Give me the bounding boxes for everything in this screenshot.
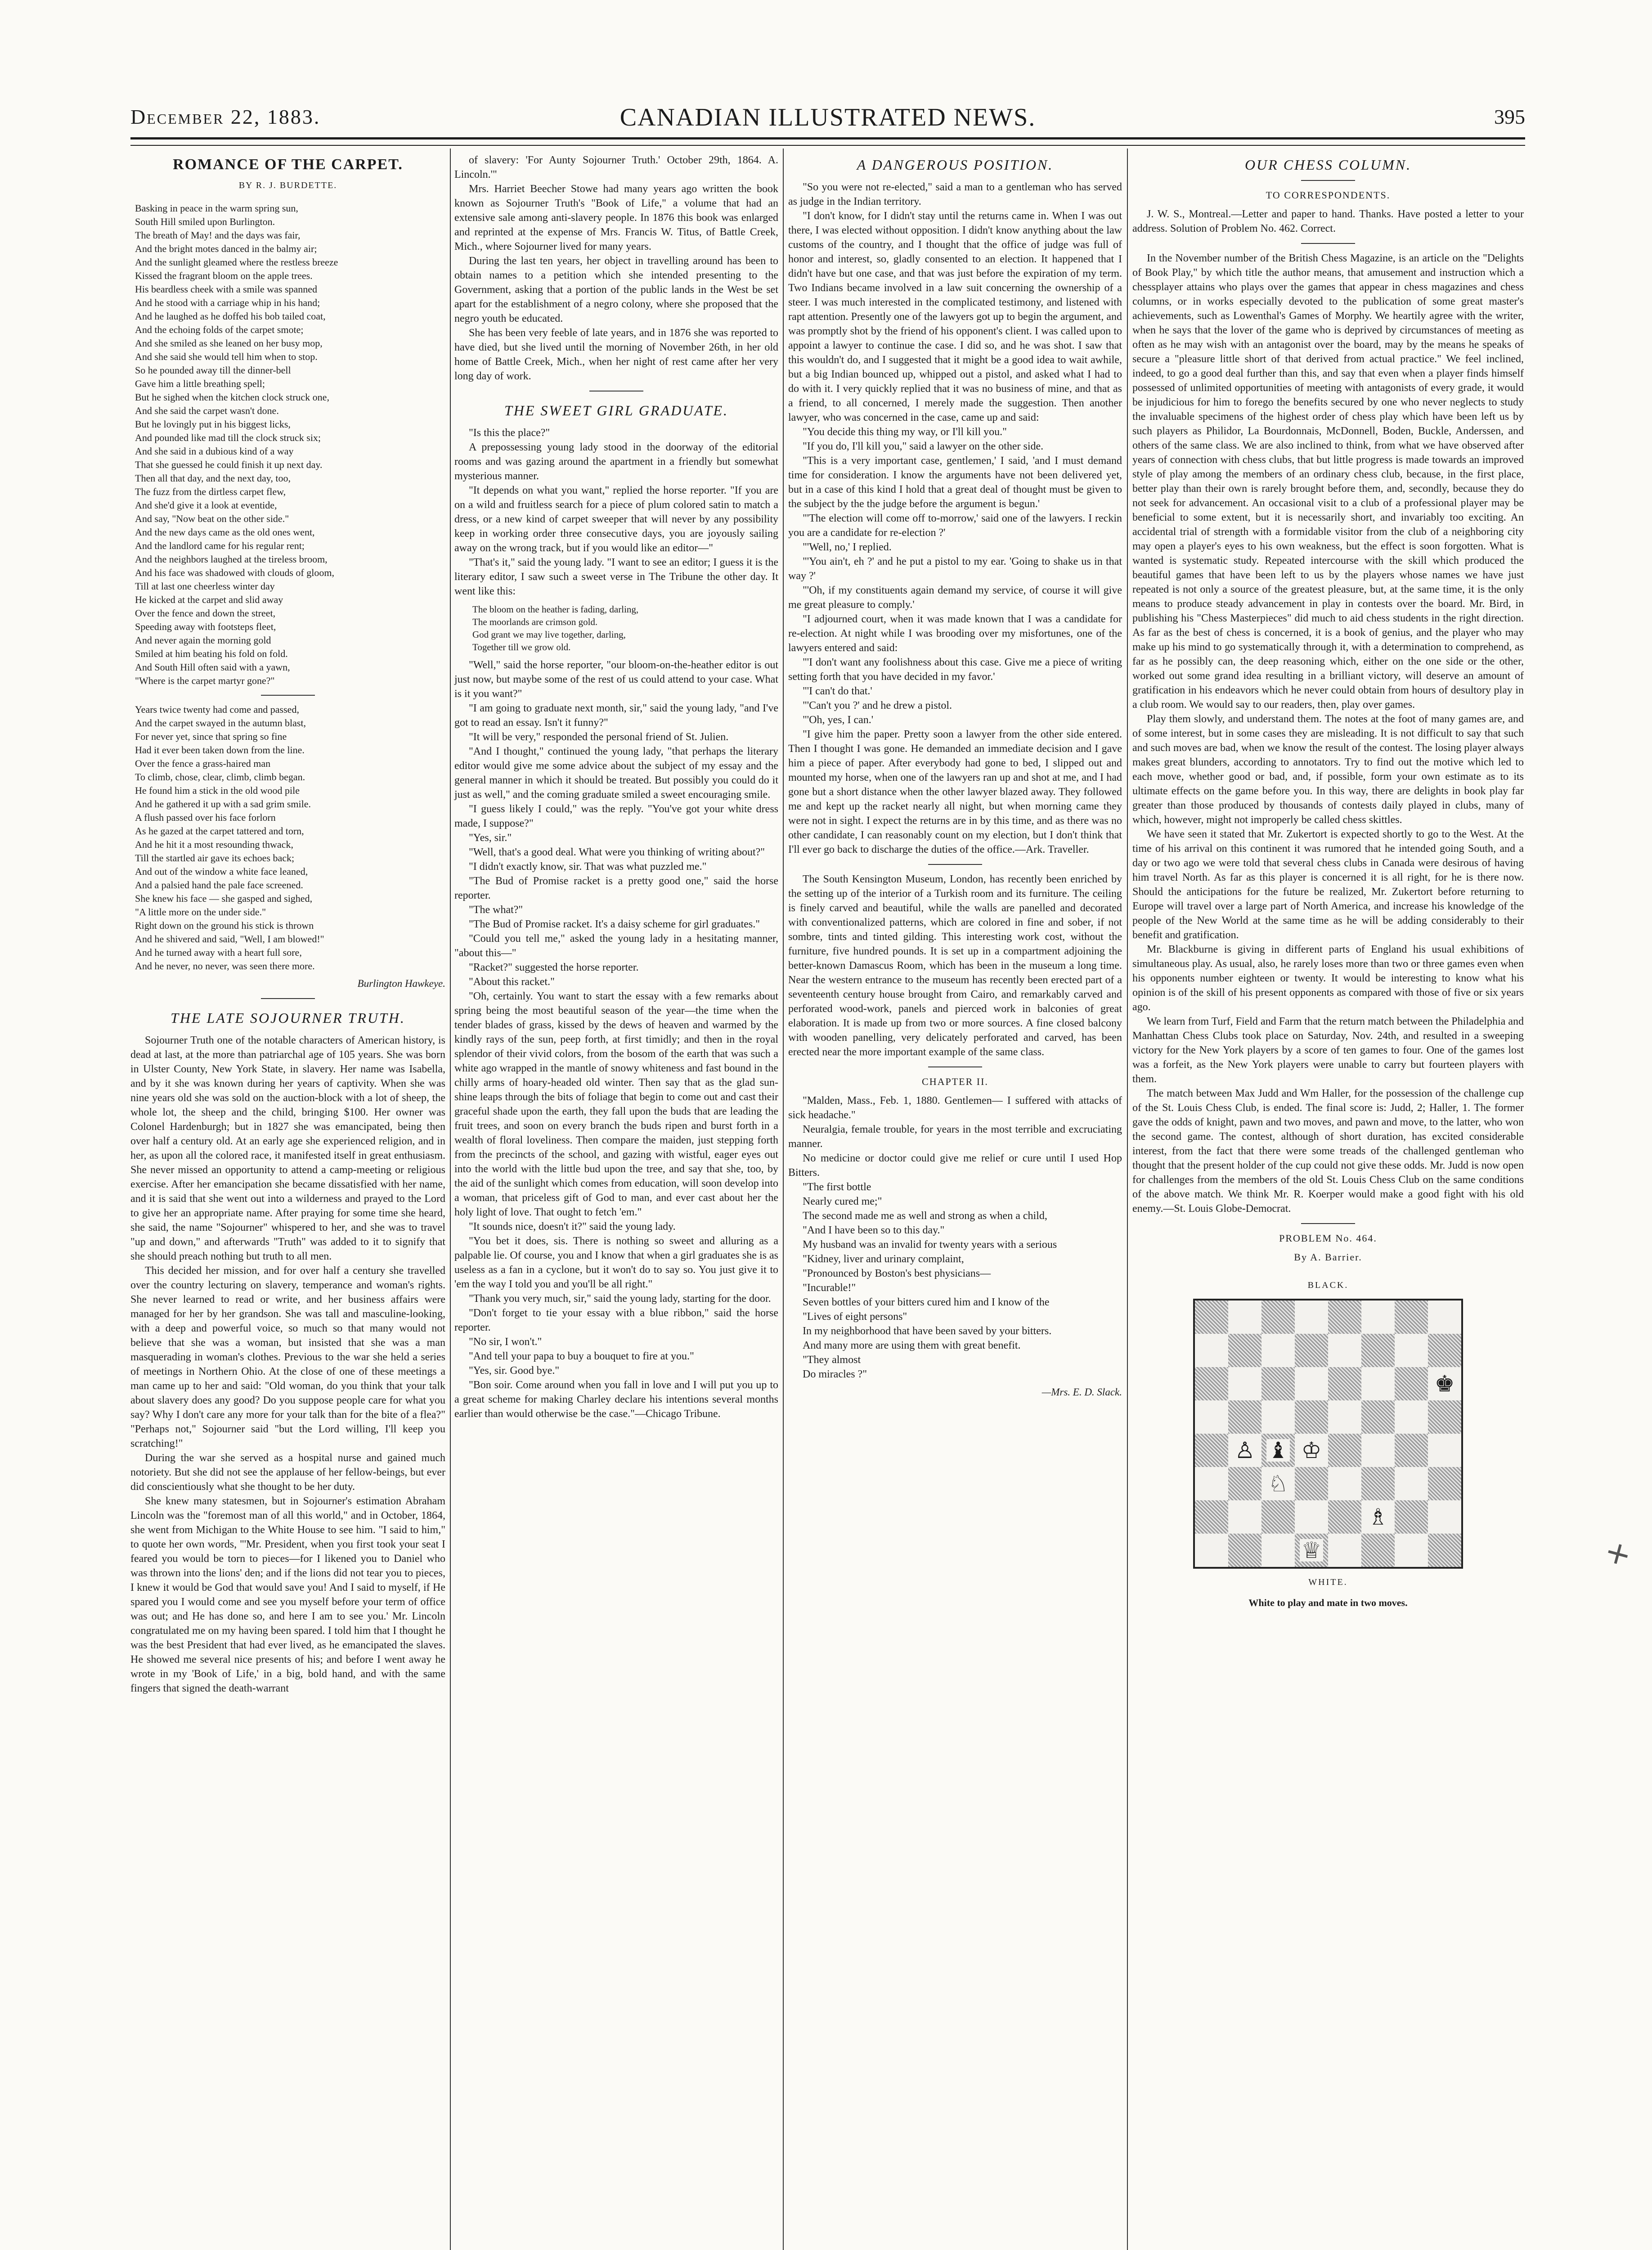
poem-stanza [130, 202, 445, 283]
paragraph: "I guess likely I could," was the reply. "You've got your white dress made, I suppose?" [454, 803, 778, 829]
article-title: A DANGEROUS POSITION. [857, 157, 1054, 173]
poem-line: "A little more on the under side." [135, 906, 266, 918]
divider [261, 695, 315, 696]
paragraph: The match between Max Judd and Wm Haller, for the possession of the challenge cup of the St. Louis Chess Club, is ended. The final score is: Judd, 2; Haller, 1. The former gave the odds of knight, pawn and two moves, and pawn and move, to the latter, who won the second game. The contest, although of short duration, has excited considerable interest, from the fact that there were some treads of the challenged gentleman who thought that the present holder of the cup could not give these odds. Mr. Judd is now open for challenges from the members of the old St. Louis Chess Club on the same conditions of the above match. We think Mr. R. Koerper would make a good fight with his old enemy.—St. Louis Globe-Democrat. [1132, 1088, 1524, 1215]
column-divider [783, 148, 784, 2250]
poem-line: And she smiled as she leaned on her busy mop, [135, 338, 323, 349]
column-4 [1132, 153, 1524, 1615]
paragraph: She knew many statesmen, but in Sojourner's estimation Abraham Lincoln was the "foremost man of all this world," and in October, 1864, she went from Michigan to the White House to see him. "I said to him," to quote her own words, "'Mr. President, when you first took your seat I feared you would be torn to pieces—for I likened you to Daniel who was thrown into the lions' den; and if the lions did not tear you to pieces, I knew it would be God that would save you! And I said to myself, if He spared you I would come and see you myself before your term of office was out; and He has done so, and here I am to see you.' Mr. Lincoln congratulated me on my having been spared. I told him that I thought he was the best President that had ever lived, as he emancipated the slaves. He showed me several nice presents of his; and before I went away he wrote in my 'Book of Life,' in a big, bold hand, and with the same fingers that signed the death-warrant [130, 1495, 445, 1694]
poem-line: Till at last one cheerless winter day [135, 580, 275, 592]
paragraph: "So you were not re-elected," said a man to a gentleman who has served as judge in the Indian territory. [788, 181, 1122, 207]
board-square [1195, 1467, 1228, 1500]
paragraph: "Could you tell me," asked the young lady in a hesitating manner, "about this—" [454, 933, 778, 959]
board-square [1428, 1367, 1461, 1400]
problem-author: By A. Barrier. [1294, 1251, 1362, 1263]
board-square [1395, 1500, 1428, 1534]
board-square [1295, 1367, 1328, 1400]
paragraph: "It depends on what you want," replied the horse reporter. "If you are on a wild and fruitless search for a piece of plum colored satin to match a dress, or a new kind of carpet sweeper that will never by any possibility keep in working order three consecutive days, you are joyously sailing away on the wrong track, but if you would like an editor—" [454, 485, 778, 554]
problem-title: PROBLEM No. 464. [1279, 1233, 1377, 1244]
poem-line: And he laughed as he doffed his bob tailed coat, [135, 310, 326, 322]
poem-line: Right down on the ground his stick is thrown [135, 920, 314, 931]
poem-line: And say, "Now beat on the other side." [135, 513, 289, 524]
paragraph: "Well, that's a good deal. What were you thinking of writing about?" [469, 846, 765, 858]
paragraph: During the war she served as a hospital nurse and gained much notoriety. But she did not see the applause of her fellow-beings, but ever did conscientiously what she thought to be her duty. [130, 1452, 445, 1493]
board-square [1261, 1367, 1295, 1400]
verse-line: God grant we may live together, darling, [472, 629, 626, 640]
board-square [1295, 1534, 1328, 1567]
paragraph: We have seen it stated that Mr. Zukertort is expected shortly to go to the West. At the time of his arrival on this continent it was rumored that he intended going South, and a day or two ago we were told that several chess clubs in Canada were desirous of having him travel North. As far as this player is concerned it is all right, for he is there now. Should the anticipations for the future be realized, Mr. Zukertort before returning to Europe will travel over a large part of North America, and increase his knowledge of the people of the New World at the same time as he will be adding considerably to their benefit and gratification. [1132, 828, 1524, 941]
issue-date: December 22, 1883. [130, 105, 321, 128]
paragraph: "'You ain't, eh ?' and he put a pistol to my ear. 'Going to shake us in that way ?' [788, 556, 1122, 582]
board-square [1361, 1534, 1395, 1567]
poem-line: "Where is the carpet martyr gone?" [135, 675, 275, 686]
poem-title: ROMANCE OF THE CARPET. [173, 156, 403, 173]
paragraph: Sojourner Truth one of the notable characters of American history, is dead at last, at the more than patriarchal age of 105 years. She was born in Ulster County, New York State, in slavery. Her name was Isabella, and by it she was known during her years of captivity. When she was nine years old she was sold on the auction-block with a lot of sheep, the whole lot, the sheep and the child, bringing $100. Her owner was Colonel Hardenburgh; but in 1827 she was emancipated, being then over half a century old. At an early age she experienced religion, and in her, as upon all the colored race, it manifested itself in great enthusiasm. She never missed an opportunity to attend a camp-meeting or religious exercise. After her emancipation she became dissatisfied with her name, and it is said that she went out into a wilderness and prayed to the Lord to give her an appropriate name. After praying for some time she heard, she said, the name "Sojourner" whispered to her, and she was to travel "up and down," and afterwards "Truth" was added to it to signify that she should preach nothing but truth to all men. [130, 1035, 445, 1262]
poem-line: She knew his face — she gasped and sighed, [135, 893, 313, 904]
paragraph: Seven bottles of your bitters cured him and I know of the [803, 1296, 1050, 1308]
paragraph: "I am going to graduate next month, sir," said the young lady, "and I've got to read an essay. Isn't it funny?" [454, 702, 778, 729]
poem-line: And never again the morning gold [135, 634, 271, 646]
ink-smudge: ✕ [1601, 1536, 1636, 1574]
advertisement-signature: —Mrs. E. D. Slack. [1041, 1386, 1122, 1398]
paragraph: "And I thought," continued the young lady, "that perhaps the literary editor would give me some advice about the subject of my essay and the general manner in which it should be treated. But possibly you could do it just as well," and the coming graduate smiled a sweet encouraging smile. [454, 746, 778, 801]
paragraph: In the November number of the British Chess Magazine, is an article on the "Delights of Book Play," by which title the author means, that amusement and instruction which a chessplayer attains who plays over the games that appear in chess magazines and chess columns, or in works especially devoted to the publication of some great master's achievements, such as Lowenthal's Games of Morphy. We heartily agree with the writer, when he says that the lover of the game who is deprived by circumstances of meeting as often as he may wish with an antagonist over the board, may by the means he speaks of secure a "pleasure little short of that derived from actual practice." We feel inclined, indeed, to go a good deal further than this, and say that even when a player finds himself possessed of unlimited opportunities of meeting with antagonists of every grade, it would be injudicious for him to forego the benefits secured by one who never neglects to study the invaluable specimens of the highest order of chess play which have been left us by such players as Philidor, La Bourdonnais, McDonnell, Boden, Buckle, Anderssen, and others of the same class. We are also inclined to think, from what we have observed after years of connection with chess clubs, that but little progress is made towards an improved style of play among the members of an ordinary chess club, because, in the first place, better play than their own is rarely brought before them, and, secondly, because they do not seek for advancement. An occasional visit to a club of a professional player may be beneficial to some extent, but it is necessarily short, and invariably too exciting. An accidental trial of strength with a formidable visitor from the club of a neighboring city may open a player's eyes to his own weakness, but the effect is soon forgotten. What is wanted is systematic study. Repeated intercourse with the skill which produced the beautiful games that have been left to us by the players whose names we have just repeated is not only a source of the greatest pleasure, but, at the same time, it is the only means to produce steady advancement in play in contests over the board. Mr. Bird, in publishing his "Chess Masterpieces" did much to aid chess students in the right direction. As far as the best of chess is concerned, it is a book of genius, and the player who may make up his mind to go systematically through it, with a determination to comprehend, as far as he possibly can, the deep reasoning which, either on the one side or the other, worked out some grand idea resulting in a brilliant victory, will deserve an amount of gratification in his endeavors which he never could obtain from hours of desultory play in a club room. We would say to our readers, then, play over games. [1132, 252, 1524, 711]
poem-line: A flush passed over his face forlorn [135, 812, 276, 823]
divider [1301, 1223, 1355, 1224]
poem-line: That she guessed he could finish it up next day. [135, 459, 323, 470]
poem-line: And he hit it a most resounding thwack, [135, 839, 293, 850]
board-square [1328, 1300, 1361, 1334]
paragraph: "Racket?" suggested the horse reporter. [469, 962, 639, 973]
paragraph: "About this racket." [469, 976, 555, 988]
divider [928, 1066, 982, 1067]
white-queen-icon: ♕ [1300, 1539, 1324, 1562]
divider [261, 998, 315, 999]
board-square [1195, 1334, 1228, 1367]
paragraph: of slavery: 'For Aunty Sojourner Truth.' October 29th, 1864. A. Lincoln.'" [454, 154, 778, 180]
board-square [1228, 1367, 1261, 1400]
paragraph: "'Oh, yes, I can.' [803, 714, 874, 726]
paragraph: "Kidney, liver and urinary complaint, [803, 1253, 964, 1265]
article-body [454, 153, 778, 383]
poem-line: Then all that day, and the next day, too, [135, 472, 291, 484]
problem-caption: White to play and mate in two moves. [1248, 1597, 1408, 1608]
poem-line: Kissed the fragrant bloom on the apple trees. [135, 270, 313, 281]
paragraph: "Don't forget to tie your essay with a blue ribbon," said the horse reporter. [454, 1307, 778, 1333]
poem-line: The breath of May! and the days was fair, [135, 230, 301, 241]
article-body [454, 658, 778, 1421]
black-bishop-icon: ♝ [1266, 1439, 1290, 1462]
correspondents-heading: TO CORRESPONDENTS. [1266, 189, 1391, 201]
paragraph: "And I have been so to this day." [803, 1224, 945, 1236]
poem-line: Speeding away with footsteps fleet, [135, 621, 276, 632]
board-square [1295, 1467, 1328, 1500]
poem-line: And she'd give it a look at eventide, [135, 500, 277, 511]
board-square [1195, 1300, 1228, 1334]
poem-line: And the landlord came for his regular rent; [135, 540, 305, 551]
board-square [1261, 1500, 1295, 1534]
poem-line: To climb, chose, clear, climb, climb began. [135, 771, 305, 783]
divider [1301, 180, 1355, 181]
paragraph: "It will be very," responded the personal friend of St. Julien. [469, 731, 729, 743]
poem-line: And the bright motes danced in the balmy air; [135, 243, 317, 254]
column-1 [130, 153, 445, 1696]
poem-line: He kicked at the carpet and slid away [135, 594, 283, 605]
paragraph: Nearly cured me;" [803, 1196, 882, 1207]
board-square [1261, 1467, 1295, 1500]
paragraph: "Malden, Mass., Feb. 1, 1880. Gentlemen— I suffered with attacks of sick headache." [788, 1095, 1122, 1121]
paragraph: "No sir, I won't." [469, 1336, 542, 1348]
verse-line: The moorlands are crimson gold. [472, 616, 598, 627]
page-number: 395 [1494, 105, 1525, 128]
board-square [1395, 1434, 1428, 1467]
paragraph: "'I can't do that.' [803, 685, 872, 697]
board-square [1395, 1534, 1428, 1567]
board-square [1195, 1367, 1228, 1400]
white-pawn-icon: ♙ [1233, 1439, 1257, 1462]
poem-line: Years twice twenty had come and passed, [135, 704, 299, 715]
chess-column-body [1132, 251, 1524, 1216]
white-knight-icon: ♘ [1266, 1472, 1290, 1495]
board-square [1328, 1400, 1361, 1434]
paragraph: "This is a very important case, gentlemen,' I said, 'and I must demand time for consideration. I know the arguments have not been delivered yet, but in a case of this kind I hold that a great deal of thought must be given to the subject by the the judge before the argument is begun.' [788, 455, 1122, 510]
masthead-rule [130, 137, 1525, 146]
divider [589, 391, 643, 392]
advertisement-body [788, 1094, 1122, 1382]
board-square [1328, 1534, 1361, 1567]
poem-line: Gave him a little breathing spell; [135, 378, 265, 389]
board-square [1195, 1400, 1228, 1434]
column-divider [1127, 148, 1128, 2250]
board-square [1361, 1434, 1395, 1467]
poem-line: His beardless cheek with a smile was spanned [135, 284, 318, 295]
board-square [1361, 1500, 1395, 1534]
paragraph: A prepossessing young lady stood in the doorway of the editorial rooms and was gazing around the apartment in a friendly but somewhat mysterious manner. [454, 441, 778, 482]
paragraph: "'Well, no,' I replied. [803, 541, 892, 553]
paragraph: "And tell your papa to buy a bouquet to fire at you." [469, 1350, 694, 1362]
paragraph: Mr. Blackburne is giving in different parts of England his usual exhibitions of simultaneous play. As usual, also, he rarely loses more than two or three games even when his opponents number eighteen or twenty. It would be interesting to know what his opinion is of the skill of his present opponents as compared with those of five or six years ago. [1132, 944, 1524, 1013]
paragraph: "You bet it does, sis. There is nothing so sweet and alluring as a palpable lie. Of course, you and I know that when a girl graduates she is as useless as a fan in a cyclone, but it won't do to say so. You just give it to 'em the way I told you and you'll be all right." [454, 1235, 778, 1290]
verse-line: Together till we grow old. [472, 642, 571, 652]
white-king-icon: ♔ [1300, 1439, 1324, 1462]
chapter-title: CHAPTER II. [922, 1076, 988, 1087]
board-square [1261, 1300, 1295, 1334]
poem-line: And pounded like mad till the clock struck six; [135, 432, 321, 443]
divider [928, 864, 982, 865]
paragraph: In my neighborhood that have been saved by your bitters. [803, 1325, 1052, 1337]
paragraph: During the last ten years, her object in travelling around has been to obtain names to a petition which she intended presenting to the Government, asking that a portion of the public lands in the West be set apart for the establishment of a negro colony, where she proposed that the negro youth be educated. [454, 255, 778, 324]
poem-line: And his face was shadowed with clouds of gloom, [135, 567, 334, 578]
column-2 [454, 153, 778, 1421]
board-square [1428, 1534, 1461, 1567]
paragraph: "Is this the place?" [469, 427, 550, 439]
board-square [1428, 1400, 1461, 1434]
black-side-label: BLACK. [1307, 1280, 1349, 1290]
board-square [1228, 1400, 1261, 1434]
paragraph: "Well," said the horse reporter, "our bloom-on-the-heather editor is out just now, but maybe some of the rest of us could attend to your case. What is it you want?" [454, 659, 778, 700]
paragraph: "That's it," said the young lady. "I want to see an editor; I guess it is the literary editor, I saw such a sweet verse in The Tribune the other day. It went like this: [454, 557, 778, 597]
board-square [1395, 1367, 1428, 1400]
poem-line: And a palsied hand the pale face screened. [135, 879, 303, 891]
paragraph: "Yes, sir. Good bye." [469, 1365, 560, 1377]
poem-line: And the sunlight gleamed where the restless breeze [135, 256, 338, 268]
paragraph: "You decide this thing my way, or I'll kill you." [803, 426, 1007, 438]
paragraph: "Pronounced by Boston's best physicians— [803, 1268, 991, 1279]
article-body [454, 426, 778, 598]
paragraph: "They almost [803, 1354, 861, 1366]
paragraph: "The what?" [469, 904, 523, 916]
poem-line: And he never, no never, was seen there more. [135, 960, 315, 972]
paragraph: This decided her mission, and for over half a century she travelled over the country lecturing on slavery, temperance and woman's rights. She never learned to read or write, and her business affairs were managed for her by her grandson. She was tall and masculine-looking, with a deep and powerful voice, so much so that many would not believe that she was a woman, but insisted that she was a man masquerading in woman's clothes. Previous to the war she held a series of meetings in Northern Ohio. At the close of one of these meetings a man came up to her and said: "Old woman, do you think that your talk about slavery does any good? Do you suppose people care for what you say? Why I don't care any more for your talk than for the bite of a flea?" "Perhaps not," Sojourner said "but the Lord willing, I'll keep you scratching!" [130, 1265, 445, 1449]
column-3 [788, 153, 1122, 1404]
poem-line: For never yet, since that spring so fine [135, 731, 287, 742]
paragraph: Mrs. Harriet Beecher Stowe had many years ago written the book known as Sojourner Truth's "Book of Life," a volume that had an extensive sale among anti-slavery people. In 1876 this book was enlarged and reprinted at the expense of Mrs. Francis W. Titus, of Battle Creek, Mich., where Sojourner lived for many years. [454, 183, 778, 252]
board-square [1261, 1534, 1295, 1567]
poem-line: And he stood with a carriage whip in his hand; [135, 297, 320, 308]
paragraph: My husband was an invalid for twenty years with a serious [803, 1239, 1057, 1251]
divider [1301, 243, 1355, 244]
poem-line: Basking in peace in the warm spring sun, [135, 202, 298, 214]
paragraph: And many more are using them with great benefit. [803, 1340, 1021, 1351]
poem-stanza [130, 283, 445, 688]
poem-line: Over the fence a grass-haired man [135, 758, 271, 769]
board-square [1428, 1500, 1461, 1534]
board-square [1328, 1467, 1361, 1500]
black-king-icon: ♚ [1433, 1372, 1457, 1395]
paragraph: "'The election will come off to-morrow,' said one of the lawyers. I reckin you are a candidate for re-election ?' [788, 513, 1122, 539]
poem-line: And out of the window a white face leaned, [135, 866, 308, 877]
article-body [130, 1033, 445, 1696]
paragraph: "The Bud of Promise racket is a pretty good one," said the horse reporter. [454, 875, 778, 901]
board-square [1328, 1434, 1361, 1467]
board-square [1195, 1534, 1228, 1567]
article-title: THE LATE SOJOURNER TRUTH. [171, 1010, 405, 1026]
board-square [1361, 1367, 1395, 1400]
board-square [1328, 1500, 1361, 1534]
quoted-verse [454, 603, 778, 653]
poem-line: And he gathered it up with a sad grim smile. [135, 798, 311, 810]
board-square [1428, 1467, 1461, 1500]
board-square [1195, 1434, 1228, 1467]
board-square [1228, 1500, 1261, 1534]
poem-line: And the echoing folds of the carpet smote; [135, 324, 304, 335]
poem-line: But he sighed when the kitchen clock struck one, [135, 392, 329, 403]
board-square [1428, 1434, 1461, 1467]
board-square [1295, 1300, 1328, 1334]
board-square [1295, 1334, 1328, 1367]
paragraph: "'I don't want any foolishness about this case. Give me a piece of writing setting forth that you have decided in my favor.' [788, 657, 1122, 683]
poem-credit: Burlington Hawkeye. [357, 978, 445, 989]
masthead [130, 101, 1525, 133]
poem-line: And she said in a dubious kind of a way [135, 446, 294, 457]
column-divider [450, 148, 451, 2250]
paragraph: "Yes, sir." [469, 832, 512, 844]
board-square [1361, 1467, 1395, 1500]
poem-line: Over the fence and down the street, [135, 608, 276, 619]
paragraph: Neuralgia, female trouble, for years in the most terrible and excruciating manner. [788, 1124, 1122, 1150]
poem-line: He found him a stick in the old wood pile [135, 785, 300, 796]
white-side-label: WHITE. [1308, 1577, 1348, 1587]
board-square [1195, 1500, 1228, 1534]
poem-line: Till the startled air gave its echoes back; [135, 852, 295, 864]
board-square [1228, 1467, 1261, 1500]
paragraph: We learn from Turf, Field and Farm that the return match between the Philadelphia and Manhattan Chess Clubs took place on Saturday, Nov. 24th, and resulted in a sweeping victory for the New York players by a score of ten games to four. One of the games lost was a forfeit, as the New York players were unable to carry but fourteen players with them. [1132, 1016, 1524, 1085]
board-square [1228, 1334, 1261, 1367]
poem-line: And the carpet swayed in the autumn blast, [135, 717, 306, 729]
poem-line: Had it ever been taken down from the line. [135, 744, 305, 756]
poem-line: And the neighbors laughed at the tireless broom, [135, 554, 328, 565]
paragraph: "Incurable!" [803, 1282, 856, 1294]
board-square [1228, 1300, 1261, 1334]
board-square [1328, 1367, 1361, 1400]
poem-line: The fuzz from the dirtless carpet flew, [135, 486, 286, 497]
board-square [1261, 1400, 1295, 1434]
board-square [1261, 1334, 1295, 1367]
poem-line: As he gazed at the carpet tattered and torn, [135, 825, 304, 837]
paragraph: "I don't know, for I didn't stay until the returns came in. When I was out there, I was elected without opposition. I didn't know anything about the law customs of the country, and I thought that the office of judge was full of honor and interest, so, gladly consented to an election. It happened that I didn't have but one case, and that was just before the expiration of my term. Two Indians became involved in a law suit concerning the ownership of a steer. I was much interested in the complicated testimony, and listened with rapt attention. Presently one of the lawyers got up to begin the argument, and was promptly shot by the friend of his opponent's client. I was called upon to appoint a lawyer to continue the case. I did so, and he was shot. I saw that this wouldn't do, and I suggested that it might be a good idea to wait awhile, but a big Indian bounced up, whipped out a pistol, and asked what I had to do with it. I very quickly replied that it was no business of mine, and that as a friend, to all concerned, I merely made the suggestion. Then another lawyer, who was concerned in the case, came up and said: [788, 210, 1122, 423]
board-square [1295, 1400, 1328, 1434]
paragraph: "I give him the paper. Pretty soon a lawyer from the other side entered. Then I thought I was gone. He demanded an immediate decision and I gave him a piece of paper. After everybody had gone to bed, I slipped out and mounted my horse, when one of the lawyers ran up and shot at me, and I had gone but a short distance when the other lawyer blazed away. They followed me and kept up the racket nearly all night, but when morning came they were not in sight. I expect the returns are in by this time, and as there was no other candidate, I can reasonably count on my election, but I don't think that I'll ever go back to discharge the duties of the office.—Ark. Traveller. [788, 729, 1122, 855]
board-square [1361, 1400, 1395, 1434]
chess-board [1193, 1299, 1463, 1569]
paragraph: "'Can't you ?' and he drew a pistol. [803, 700, 952, 711]
chess-column-title: OUR CHESS COLUMN. [1244, 157, 1412, 173]
paragraph: "The Bud of Promise racket. It's a daisy scheme for girl graduates." [469, 918, 760, 930]
poem-line: And he turned away with a heart full sore, [135, 947, 302, 958]
paragraph: "I didn't exactly know, sir. That was what puzzled me." [469, 861, 707, 873]
board-square [1228, 1434, 1261, 1467]
poem-line: South Hill smiled upon Burlington. [135, 216, 275, 227]
paragraph: Do miracles ?" [803, 1368, 867, 1380]
paragraph: The second made me as well and strong as when a child, [803, 1210, 1047, 1222]
poem-line: And she said the carpet wasn't done. [135, 405, 279, 416]
paragraph: "If you do, I'll kill you," said a lawyer on the other side. [803, 441, 1044, 452]
chess-diagram [1193, 1278, 1463, 1589]
board-square [1228, 1534, 1261, 1567]
board-square [1295, 1434, 1328, 1467]
board-square [1395, 1400, 1428, 1434]
board-square [1395, 1467, 1428, 1500]
board-square [1328, 1334, 1361, 1367]
article-title: THE SWEET GIRL GRADUATE. [504, 402, 729, 418]
board-square [1261, 1434, 1295, 1467]
article-body [788, 180, 1122, 857]
paragraph: "Thank you very much, sir," said the young lady, starting for the door. [469, 1293, 771, 1305]
newspaper-title: CANADIAN ILLUSTRATED NEWS. [620, 104, 1036, 131]
paragraph: "I adjourned court, when it was made known that I was a candidate for re-election. At night while I was brooding over my misfortunes, one of the lawyers entered and said: [788, 613, 1122, 654]
poem-line: So he pounded away till the dinner-bell [135, 364, 291, 376]
paragraph: "Bon soir. Come around when you fall in love and I will put you up to a great scheme for making Charley declare his intentions several months earlier than would otherwise be the case."—Chicago Tribune. [454, 1379, 778, 1420]
poem-line: And she said she would tell him when to stop. [135, 351, 318, 362]
board-square [1295, 1500, 1328, 1534]
paragraph: "'Oh, if my constituents again demand my service, of course it will give me great pleasure to comply.' [788, 585, 1122, 611]
poem-line: And he shivered and said, "Well, I am blowed!" [135, 933, 324, 945]
poem-line: And the new days came as the old ones went, [135, 526, 315, 538]
poem-line: But he lovingly put in his biggest licks, [135, 418, 291, 430]
paragraph: "It sounds nice, doesn't it?" said the young lady. [469, 1221, 676, 1233]
poem-line: And South Hill often said with a yawn, [135, 662, 290, 673]
poem-stanza [130, 703, 445, 973]
board-square [1395, 1334, 1428, 1367]
board-square [1361, 1334, 1395, 1367]
board-square [1395, 1300, 1428, 1334]
paragraph: Play them slowly, and understand them. The notes at the foot of many games are, and of some interest, but in some cases they are misleading. It is not difficult to say that such and such moves are bad, when we know the result of the contest. The losing player always makes great blunders, according to annotators. Try to find out the motive which led to each move, whether good or bad, and, if possible, form your own estimate as to its ultimate effects on the game before you. In this way, there are delights in book play far greater than those produced by thousands of contests daily played in clubs, many of which, however, might not improperly be called chess skittles. [1132, 713, 1524, 826]
white-bishop-icon: ♗ [1366, 1506, 1390, 1528]
paragraph: "Oh, certainly. You want to start the essay with a few remarks about spring being the most beautiful season of the year—the time when the tender blades of grass, kissed by the dews of heaven and warmed by the kindly rays of the sun, peep forth, at first timidly; and then in the royal splendor of their vivid colors, from the bosom of the earth that was such a white ago wrapped in the mantle of snowy whiteness and fast bound in the chilly arms of hoary-headed old winter. Then say that as the glad sun-shine leaps through the bits of foliage that begin to come out and cast their graceful shade upon the earth, they fall upon the buds that are leading the fruit trees, and soon on every branch the buds ripen and burst forth in a wealth of floral loveliness. Then compare the maiden, just stepping forth from the precincts of the school, and gazing with wistful, eager eyes out into the world with the little bud upon the tree, and say that she, too, by the aid of the sunlight which comes from education, will soon develop into a woman, that priceless gift of God to man, and ever cast about her the holy light of love. That ought to fetch 'em." [454, 990, 778, 1218]
paragraph: "The first bottle [803, 1181, 871, 1193]
board-square [1428, 1300, 1461, 1334]
board-square [1428, 1334, 1461, 1367]
correspondent-note: J. W. S., Montreal.—Letter and paper to hand. Thanks. Have posted a letter to your address. Solution of Problem No. 462. Correct. [1132, 208, 1524, 234]
museum-article: The South Kensington Museum, London, has recently been enriched by the setting up of the interior of a Turkish room and its furniture. The ceiling is finely carved and beautiful, while the walls are panelled and decorated with conventionalized patterns, which are colored in fine and sober, if not sombre, tints and tinted gilding. This interesting work cost, without the furniture, five hundred pounds. It is set up in a compartment adjoining the better-known Damascus Room, which has been in the museum a long time. Near the western entrance to the museum has recently been erected part of a seventeenth century house brought from Cairo, and remarkably carved and perforated wood-work, panels and pierced work in balconies of great elaboration. It is made up from two or more sources. A fine closed balcony with wooden panelling, very delicately perforated and carved, has been erected near the more important example of the same class. [788, 873, 1122, 1058]
board-square [1361, 1300, 1395, 1334]
paragraph: No medicine or doctor could give me relief or cure until I used Hop Bitters. [788, 1152, 1122, 1179]
paragraph: She has been very feeble of late years, and in 1876 she was reported to have died, but she lived until the morning of November 26th, in her old home of Battle Creek, Mich., when her night of rest came after her very long day of work. [454, 327, 778, 382]
poem-author: BY R. J. BURDETTE. [238, 180, 337, 190]
paragraph: "Lives of eight persons" [803, 1311, 907, 1323]
poem-line: Smiled at him beating his fold on fold. [135, 648, 288, 659]
verse-line: The bloom on the heather is fading, darling, [472, 604, 639, 615]
